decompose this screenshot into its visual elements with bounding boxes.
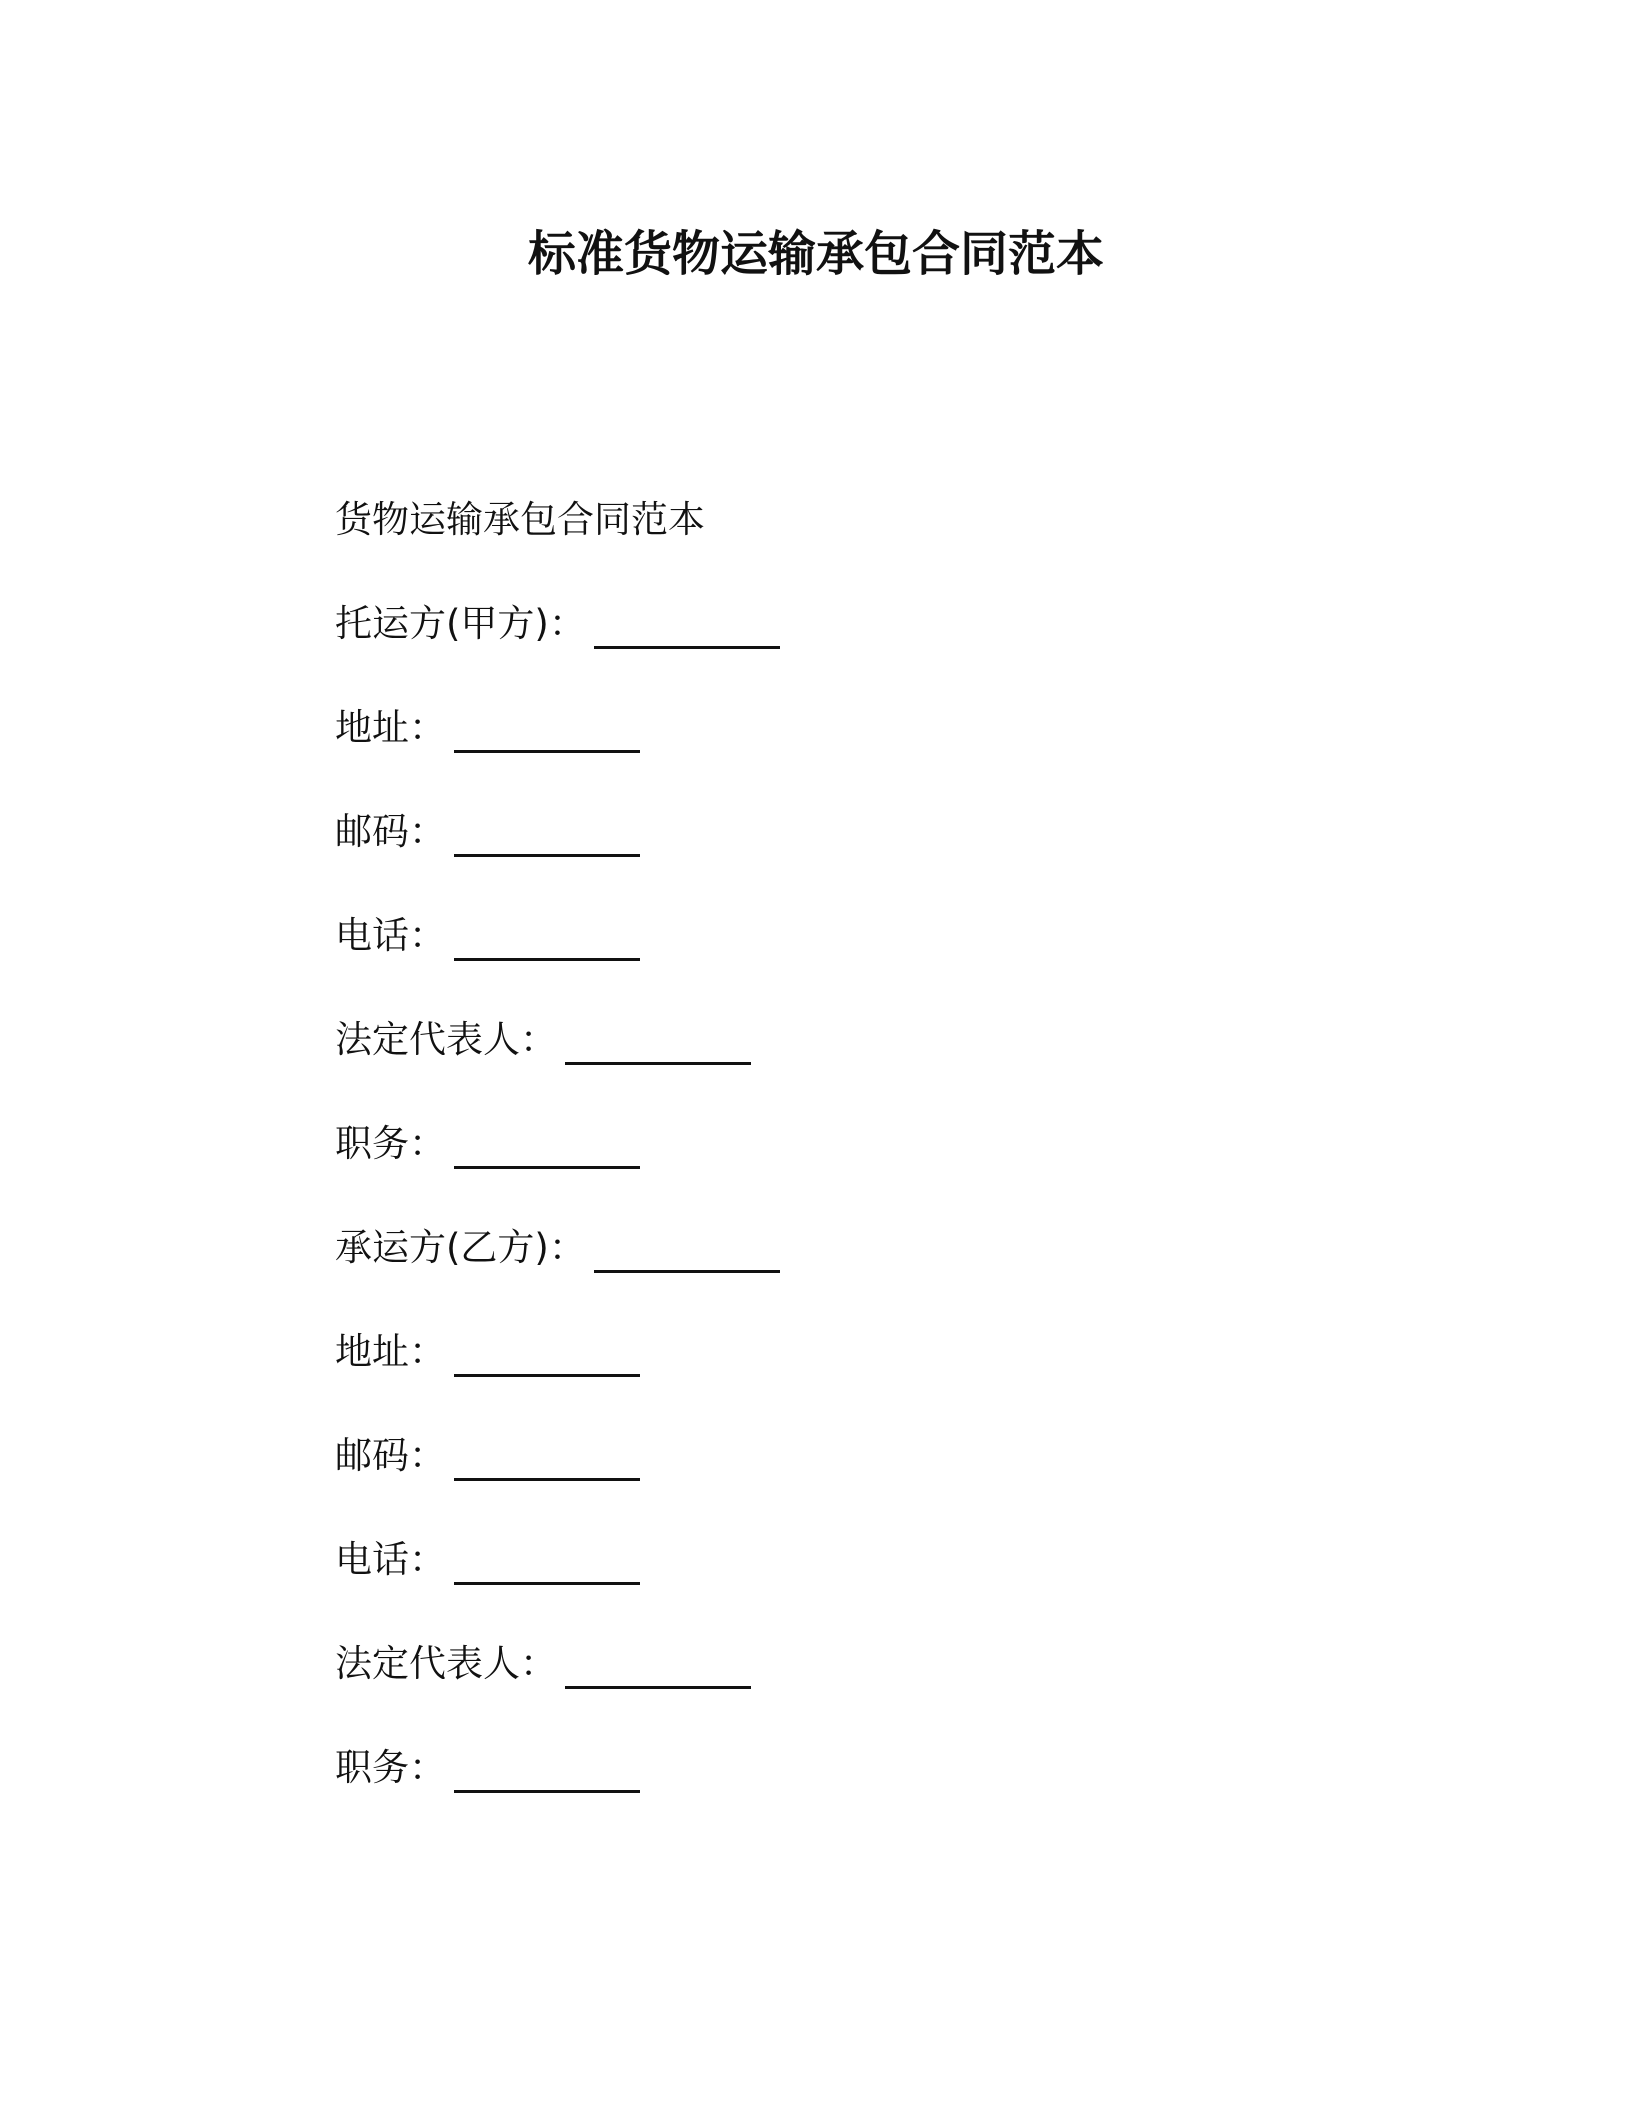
blank-line [565,1010,751,1065]
field-carrier-address [335,1322,1435,1426]
blank-line [454,1426,640,1481]
field-carrier-postcode [335,1426,1435,1530]
field-label: 地址： [335,1330,446,1373]
field-shipper-legal-rep [335,1010,1435,1114]
blank-line [454,906,640,961]
field-label: 法定代表人： [335,1642,557,1685]
contract-subtitle: 货物运输承包合同范本 [335,498,705,541]
blank-line [454,698,640,753]
blank-line [454,1322,640,1377]
field-carrier-position [335,1738,1435,1842]
field-shipper-postcode [335,802,1435,906]
field-label: 邮码： [335,810,446,853]
field-label: 电话： [335,914,446,957]
document-body [335,490,1435,1842]
field-carrier-phone [335,1530,1435,1634]
field-label: 托运方(甲方)： [335,602,586,645]
field-shipper-position [335,1114,1435,1218]
page-title: 标准货物运输承包合同范本 [527,226,1104,282]
field-label: 地址： [335,706,446,749]
blank-line [454,1738,640,1793]
field-label: 职务： [335,1746,446,1789]
blank-line [454,1530,640,1585]
blank-line [454,1114,640,1169]
field-shipper [335,594,1435,698]
field-label: 职务： [335,1122,446,1165]
field-label: 承运方(乙方)： [335,1226,586,1269]
field-carrier-legal-rep [335,1634,1435,1738]
blank-line [565,1634,751,1689]
blank-line [594,1218,780,1273]
field-label: 邮码： [335,1434,446,1477]
field-label: 法定代表人： [335,1018,557,1061]
field-shipper-phone [335,906,1435,1010]
field-label: 电话： [335,1538,446,1581]
field-carrier [335,1218,1435,1322]
blank-line [454,802,640,857]
blank-line [594,594,780,649]
field-shipper-address [335,698,1435,802]
